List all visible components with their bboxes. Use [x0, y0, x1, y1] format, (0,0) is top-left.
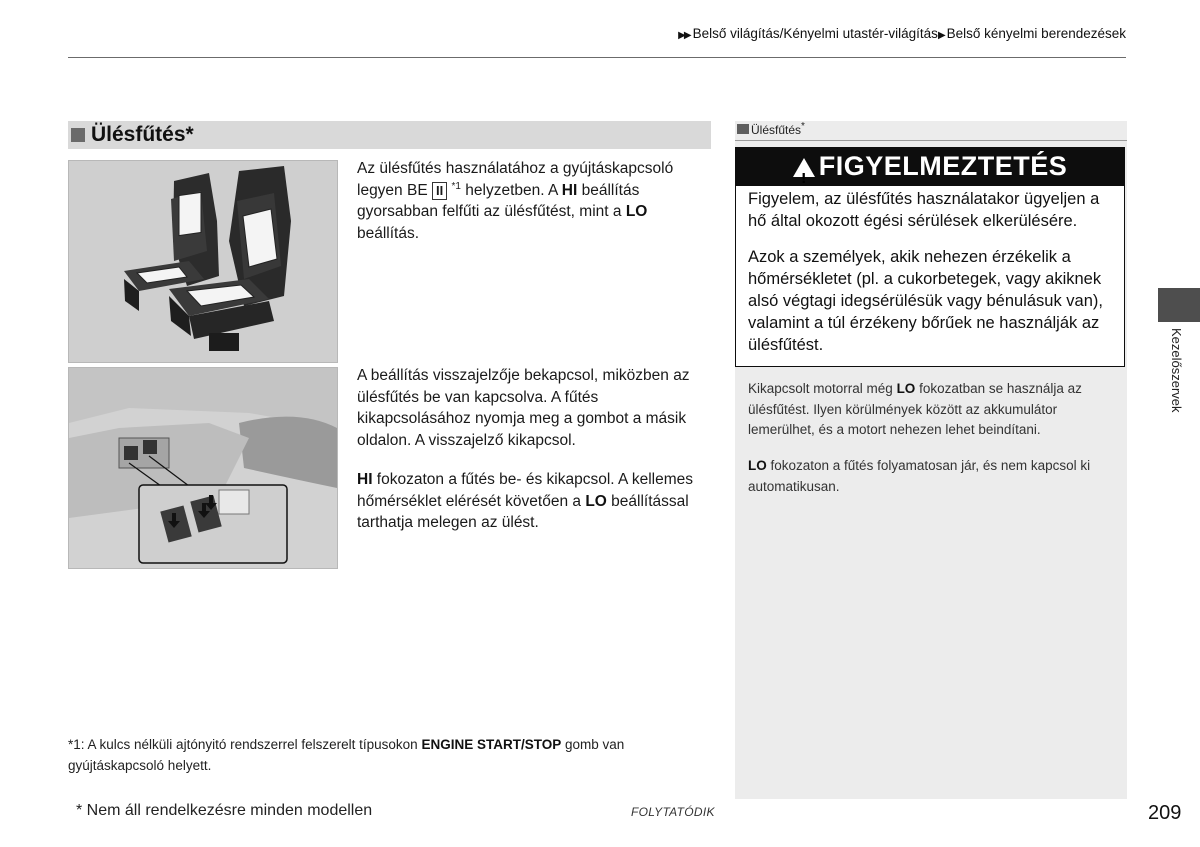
warning-triangle-icon [793, 158, 815, 177]
page-number: 209 [1148, 802, 1182, 824]
footnote-ref: *1 [451, 180, 461, 192]
indicator-paragraph: A beállítás visszajelzője bekapcsol, miközben az ülésfűtés be van kapcsolva. A fűtés kikapcsolásához nyomja meg a gombot a másik oldalon. A visszajelző kikapcsol. [357, 367, 690, 449]
sidebar-marker-icon [737, 124, 749, 134]
double-arrow-icon: ▶▶ [678, 30, 690, 41]
note-battery: Kikapcsolt motorral még LO fokozatban se használja az ülésfűtést. Ilyen körülmények között az akkumulátor lemerülhet, és a motort nehezen lehet beindítani. [748, 381, 1082, 437]
breadcrumb-item-lighting[interactable]: Belső világítás/Kényelmi utastér-világítás [692, 26, 938, 41]
heading-square-icon [71, 128, 85, 142]
continued-label: FOLYTATÓDIK [631, 805, 715, 819]
sidebar-heading: Ülésfűtés* [735, 121, 1127, 141]
warning-text-burns: Figyelem, az ülésfűtés használatakor ügyeljen a hő által okozott égési sérülések elkerülésére. [748, 190, 1100, 230]
section-title: Ülésfűtés* [91, 123, 194, 146]
availability-note: * Nem áll rendelkezésre minden modellen [76, 802, 373, 819]
intro-paragraph: Az ülésfűtés használatához a gyújtáskapcsoló legyen BE II $^{*1}$ helyzetben. A HI beállítás gyorsabban felfűti az ülésfűtést, mint a LO beállítás. [357, 160, 674, 242]
ignition-position-badge: II [432, 182, 447, 200]
hi-mode-paragraph: HI fokozaton a fűtés be- és kikapcsol. A kellemes hőmérséklet elérését követően a LO beállítással tarthatja melegen az ülést. [357, 471, 694, 531]
footnote: *1: A kulcs nélküli ajtónyitó rendszerrel felszerelt típusokon ENGINE START/STOP gomb van gyújtáskapcsoló helyett. [68, 737, 625, 773]
chapter-tab-label: Kezelőszervek [1169, 328, 1184, 413]
breadcrumb-item-comfort[interactable]: Belső kényelmi berendezések [946, 26, 1126, 41]
breadcrumb [678, 26, 1126, 41]
chapter-tab[interactable] [1158, 288, 1200, 322]
seat-drawing [69, 161, 337, 362]
header-rule [68, 57, 1126, 58]
seat-illustration [68, 160, 338, 363]
warning-header [735, 147, 1125, 185]
section-heading [68, 121, 711, 149]
note-lo-mode: LO fokozaton a fűtés folyamatosan jár, és nem kapcsol ki automatikusan. [748, 458, 1091, 494]
warning-text-sensitivity: Azok a személyek, akik nehezen érzékelik a hőmérsékletet (pl. a cukorbetegek, vagy akiknek alsó végtagi idegsérülésük vagy bénulásuk van), valamint a túl érzékeny bőrűek ne használják az ülésfűtést. [748, 248, 1103, 354]
console-switch-illustration [68, 367, 338, 569]
warning-title: FIGYELMEZTETÉS [818, 151, 1068, 181]
arrow-icon: ▶ [937, 30, 944, 41]
console-drawing [69, 368, 337, 568]
